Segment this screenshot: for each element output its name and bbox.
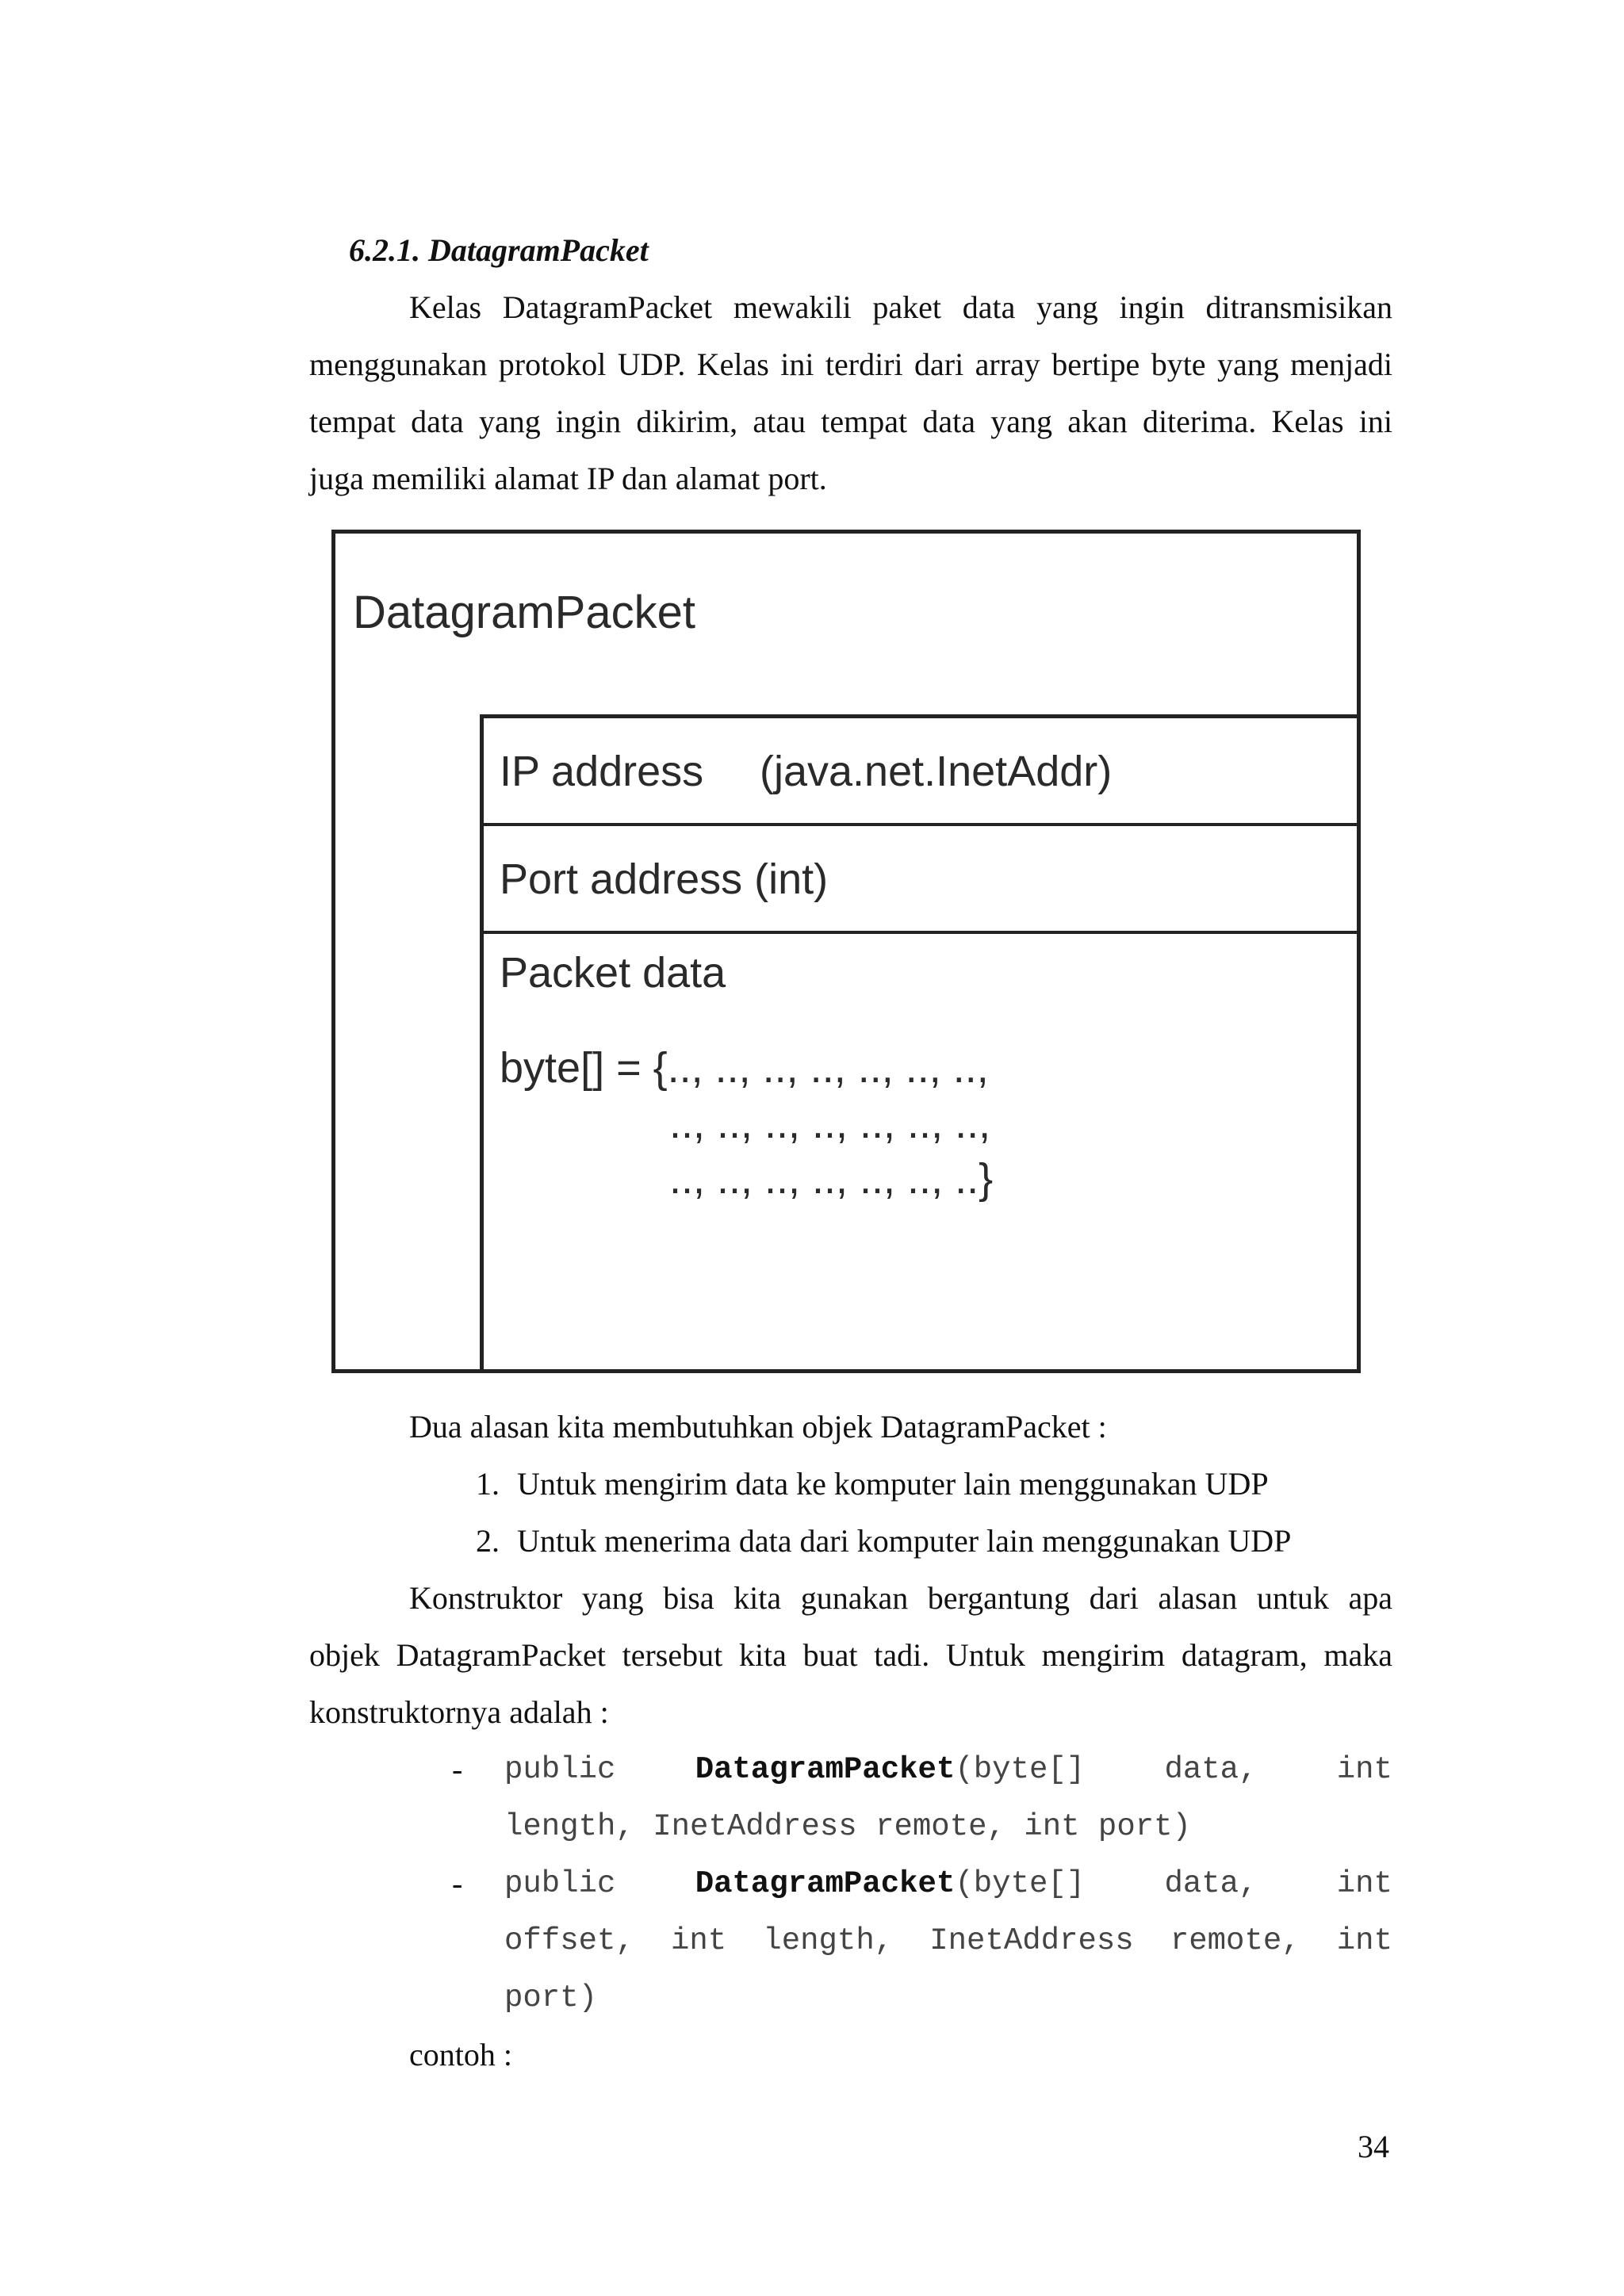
ip-address-type: (java.net.InetAddr) <box>760 748 1113 795</box>
intro-line-2: menggunakan protokol UDP. Kelas ini terdiri dari array bertipe byte yang menjadi <box>309 346 1392 382</box>
code-args: (byte[] <box>955 1752 1086 1787</box>
code-param: remote, <box>1170 1923 1300 1958</box>
byte-array-line-1: byte[] = {.., .., .., .., .., .., .., <box>500 1044 989 1092</box>
section-heading: 6.2.1. DatagramPacket <box>349 232 649 268</box>
constructor-2-line-3: port) <box>504 1980 598 2015</box>
code-method <box>695 1741 1085 1798</box>
method-name: DatagramPacket <box>695 1752 956 1787</box>
ip-address-label: IP address <box>500 748 704 795</box>
reason-text: Untuk mengirim data ke komputer lain menggunakan UDP <box>517 1466 1269 1502</box>
reasons-intro: Dua alasan kita membutuhkan objek DatagramPacket : <box>409 1409 1107 1445</box>
reason-number: 2. <box>476 1523 500 1559</box>
code-type: InetAddress <box>929 1923 1134 1958</box>
constructor-line-1: Konstruktor yang bisa kita gunakan bergantung dari alasan untuk apa <box>409 1580 1392 1616</box>
code-param: offset, <box>504 1923 634 1958</box>
method-name: DatagramPacket <box>695 1866 956 1901</box>
divider-ip-port <box>484 823 1361 826</box>
reason-text: Untuk menerima data dari komputer lain menggunakan UDP <box>517 1523 1292 1559</box>
byte-array-line-2: .., .., .., .., .., .., .., <box>669 1100 991 1147</box>
code-type: int <box>670 1923 727 1958</box>
constructor-line-2: objek DatagramPacket tersebut kita buat tadi. Untuk mengirim datagram, maka <box>309 1637 1392 1673</box>
code-type: int <box>1336 1752 1392 1787</box>
packet-data-label: Packet data <box>500 949 726 997</box>
code-keyword: public <box>504 1752 616 1787</box>
datagram-packet-diagram <box>331 530 1361 1373</box>
code-args: (byte[] <box>955 1866 1086 1901</box>
code-type: int <box>1336 1923 1392 1958</box>
constructor-line-3: konstruktornya adalah : <box>309 1694 609 1730</box>
code-bullet-1: - <box>452 1751 463 1787</box>
code-keyword: public <box>504 1866 616 1901</box>
constructor-1-line-1 <box>504 1741 1392 1798</box>
port-address-label: Port address (int) <box>500 855 829 903</box>
code-param: data, <box>1164 1866 1258 1901</box>
diagram-fields-box <box>480 714 1357 1369</box>
reason-item-2 <box>476 1513 1291 1570</box>
page-number: 34 <box>1358 2129 1389 2164</box>
byte-array-line-3: .., .., .., .., .., .., ..} <box>669 1155 994 1203</box>
intro-line-3: tempat data yang ingin dikirim, atau tempat data yang akan diterima. Kelas ini <box>309 404 1392 439</box>
divider-port-data <box>484 931 1361 934</box>
reason-number: 1. <box>476 1466 500 1502</box>
reason-item-1 <box>476 1456 1269 1513</box>
constructor-1-line-2: length, InetAddress remote, int port) <box>504 1809 1191 1844</box>
constructor-2-line-1 <box>504 1855 1392 1912</box>
code-param: length, <box>763 1923 894 1958</box>
code-method <box>695 1855 1085 1912</box>
intro-line-1: Kelas DatagramPacket mewakili paket data yang ingin ditransmisikan <box>409 289 1392 325</box>
code-type: int <box>1336 1866 1392 1901</box>
code-param: data, <box>1164 1752 1258 1787</box>
example-label: contoh : <box>409 2037 512 2072</box>
constructor-2-line-2 <box>504 1912 1392 1969</box>
intro-line-4: juga memiliki alamat IP dan alamat port. <box>309 461 827 496</box>
code-bullet-2: - <box>452 1866 463 1901</box>
diagram-title: DatagramPacket <box>353 587 695 638</box>
